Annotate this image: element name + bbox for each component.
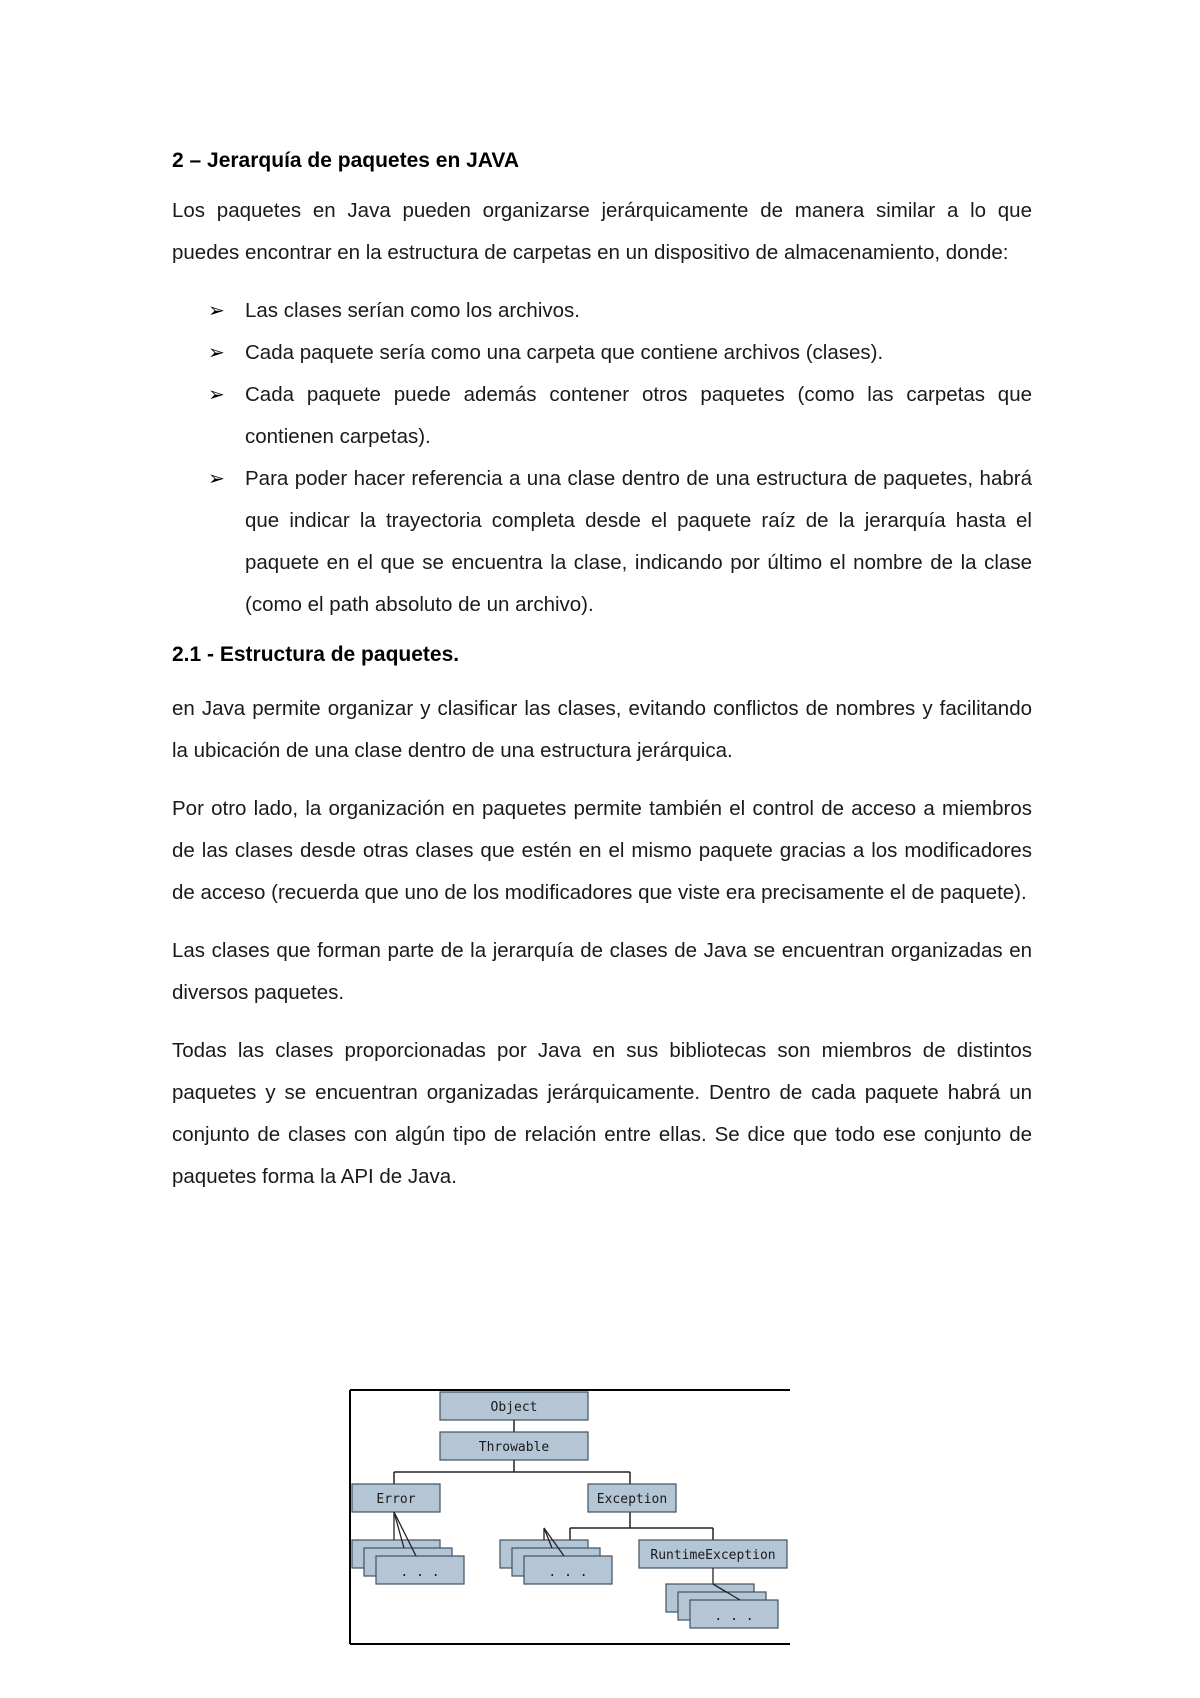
error-label: Error <box>376 1492 416 1507</box>
bullet-item <box>208 290 1032 332</box>
runtime-exception-label: RuntimeException <box>650 1548 776 1563</box>
bullet-item <box>208 332 1032 374</box>
subsection-heading: 2.1 - Estructura de paquetes. <box>172 643 460 666</box>
document-page <box>172 140 1032 1214</box>
diagram-svg <box>348 1388 790 1646</box>
bullet-text: Cada paquete sería como una carpeta que contiene archivos (clases). <box>245 341 884 364</box>
paragraph: Todas las clases proporcionadas por Java en sus bibliotecas son miembros de distintos paquetes y se encuentran organizadas jerárquicamente. Dentro de cada paquete habrá un conjunto de clases con algún tipo de relación entre ellas. Se dice que todo ese conjunto de paquetes forma la API de Java. <box>172 1039 1032 1188</box>
ellipsis-label: . . . <box>400 1565 440 1580</box>
bullet-list <box>172 290 1032 626</box>
error-subclasses-stack <box>352 1512 464 1584</box>
arrowhead-bullet-icon: ➢ <box>208 384 225 406</box>
exception-subclasses-stack <box>500 1528 612 1584</box>
section-heading: 2 – Jerarquía de paquetes en JAVA <box>172 149 520 172</box>
paragraph: en Java permite organizar y clasificar las clases, evitando conflictos de nombres y facilitando la ubicación de una clase dentro de una estructura jerárquica. <box>172 697 1032 762</box>
throwable-node <box>440 1432 588 1460</box>
bullet-text: Para poder hacer referencia a una clase dentro de una estructura de paquetes, habrá que indicar la trayectoria completa desde el paquete raíz de la jerarquía hasta el paquete en el que se encuentra la clase, indicando por último el nombre de la clase (como el path absoluto de un archivo). <box>245 467 1032 616</box>
ellipsis-label: . . . <box>548 1565 588 1580</box>
arrowhead-bullet-icon: ➢ <box>208 468 225 490</box>
object-label: Object <box>490 1400 538 1415</box>
throwable-label: Throwable <box>478 1440 550 1455</box>
error-node <box>352 1484 440 1512</box>
bullet-item <box>208 374 1032 458</box>
arrowhead-bullet-icon: ➢ <box>208 300 225 322</box>
intro-paragraph: Los paquetes en Java pueden organizarse jerárquicamente de manera similar a lo que puedes encontrar en la estructura de carpetas en un dispositivo de almacenamiento, donde: <box>172 199 1032 264</box>
exception-label: Exception <box>596 1492 668 1507</box>
ellipsis-label: . . . <box>714 1609 754 1624</box>
bullet-item <box>208 458 1032 626</box>
paragraph: Por otro lado, la organización en paquetes permite también el control de acceso a miembros de las clases desde otras clases que estén en el mismo paquete gracias a los modificadores de acceso (recuerda que uno de los modificadores que viste era precisamente el de paquete). <box>172 797 1032 904</box>
runtime-exception-node <box>639 1540 787 1568</box>
bullet-text: Cada paquete puede además contener otros paquetes (como las carpetas que contienen carpetas). <box>245 383 1032 448</box>
runtime-subclasses-stack <box>666 1568 778 1628</box>
exception-node <box>588 1484 676 1512</box>
exception-hierarchy-diagram <box>348 1388 790 1646</box>
paragraph: Las clases que forman parte de la jerarquía de clases de Java se encuentran organizadas en diversos paquetes. <box>172 939 1032 1004</box>
arrowhead-bullet-icon: ➢ <box>208 342 225 364</box>
object-node <box>440 1392 588 1420</box>
bullet-text: Las clases serían como los archivos. <box>245 299 580 322</box>
